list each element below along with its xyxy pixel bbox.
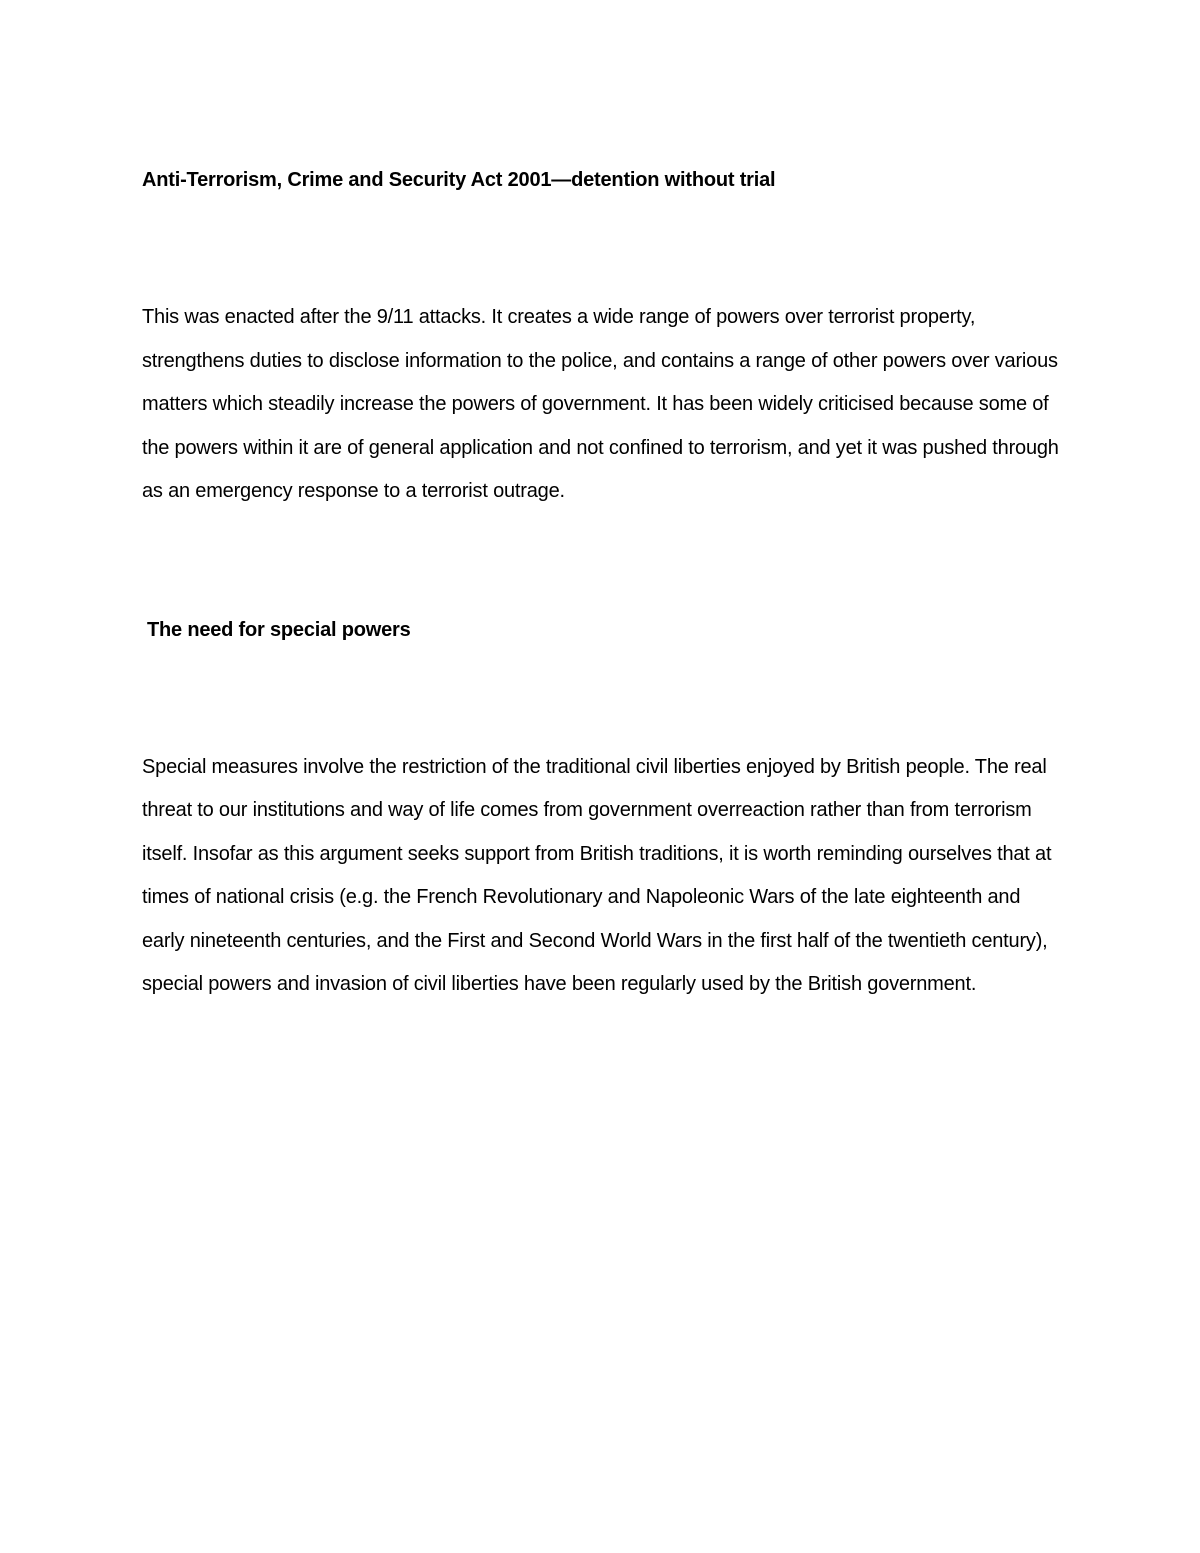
document-body [142, 166, 1067, 1007]
paragraph-special-measures: Special measures involve the restriction of the traditional civil liberties enjoyed by British people. The real threat to our institutions and way of life comes from government overreaction rather than from terrorism itself. Insofar as this argument seeks support from British traditions, it is worth reminding ourselves that at times of national crisis (e.g. the French Revolutionary and Napoleonic Wars of the late eighteenth and early nineteenth centuries, and the First and Second World Wars in the first half of the twentieth century), special powers and invasion of civil liberties have been regularly used by the British government. [142, 755, 1052, 995]
section-heading-act: Anti-Terrorism, Crime and Security Act 2001—detention without trial [142, 169, 776, 191]
section-heading-special-powers: The need for special powers [147, 618, 411, 641]
paragraph-act-description: This was enacted after the 9/11 attacks. It creates a wide range of powers over terrorist property, strengthens duties to disclose information to the police, and contains a range of other powers over various matters which steadily increase the powers of government. It has been widely criticised because some of the powers within it are of general application and not confined to terrorism, and yet it was pushed through as an emergency response to a terrorist outrage. [142, 306, 1059, 502]
